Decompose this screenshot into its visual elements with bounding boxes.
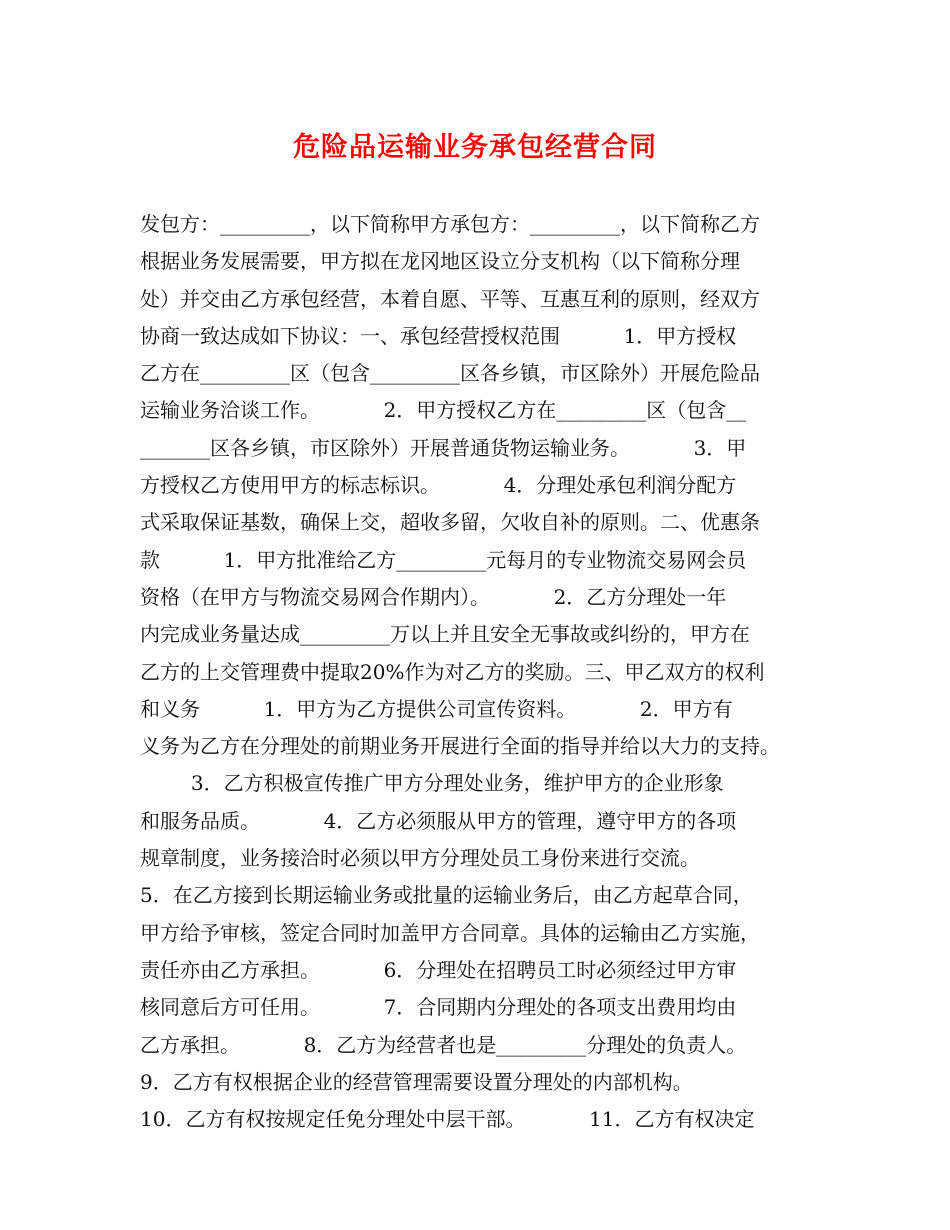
body-line: 和义务 1．甲方为乙方提供公司宣传资料。 2．甲方有 <box>140 696 733 721</box>
body-line: 10．乙方有权按规定任免分理处中层干部。 11．乙方有权决定 <box>140 1107 755 1132</box>
body-line: 根据业务发展需要，甲方拟在龙冈地区设立分支机构（以下简称分理 <box>140 249 740 274</box>
body-line: _______区各乡镇，市区除外）开展普通货物运输业务。 3．甲 <box>140 435 747 460</box>
body-line: 运输业务洽谈工作。 2．甲方授权乙方在_________区（包含__ <box>140 398 747 423</box>
body-line: 甲方给予审核，签定合同时加盖甲方合同章。具体的运输由乙方实施， <box>140 920 760 945</box>
body-line: 款 1．甲方批准给乙方_________元每月的专业物流交易网会员 <box>140 547 747 572</box>
body-line: 义务为乙方在分理处的前期业务开展进行全面的指导并给以大力的支持。 <box>140 734 780 759</box>
body-line: 乙方的上交管理费中提取20%作为对乙方的奖励。三、甲乙双方的权利 <box>140 659 765 684</box>
body-line: 3．乙方积极宣传推广甲方分理处业务，维护甲方的企业形象 <box>140 771 724 796</box>
body-line: 和服务品质。 4．乙方必须服从甲方的管理，遵守甲方的各项 <box>140 808 737 833</box>
body-line: 核同意后方可任用。 7．合同期内分理处的各项支出费用均由 <box>140 995 737 1020</box>
body-line: 式采取保证基数，确保上交，超收多留，欠收自补的原则。二、优惠条 <box>140 510 760 535</box>
body-line: 协商一致达成如下协议：一、承包经营授权范围 1．甲方授权 <box>140 323 737 348</box>
body-line: 发包方：_________，以下简称甲方承包方：_________，以下简称乙方 <box>140 212 760 236</box>
body-line: 资格（在甲方与物流交易网合作期内）。 2．乙方分理处一年 <box>140 584 727 609</box>
body-line: 规章制度，业务接洽时必须以甲方分理处员工身份来进行交流。 <box>140 846 700 871</box>
document-body <box>140 206 830 1138</box>
body-line: 9．乙方有权根据企业的经营管理需要设置分理处的内部机构。 <box>140 1069 693 1094</box>
body-line: 方授权乙方使用甲方的标志标识。 4．分理处承包利润分配方 <box>140 473 737 498</box>
body-line: 5．在乙方接到长期运输业务或批量的运输业务后，由乙方起草合同， <box>140 883 753 908</box>
body-line: 责任亦由乙方承担。 6．分理处在招聘员工时必须经过甲方审 <box>140 957 737 982</box>
body-line: 处）并交由乙方承包经营，本着自愿、平等、互惠互利的原则，经双方 <box>140 286 760 311</box>
body-line: 乙方承担。 8．乙方为经营者也是_________分理处的负责人。 <box>140 1032 747 1057</box>
body-line: 乙方在_________区（包含_________区各乡镇，市区除外）开展危险品 <box>140 361 760 386</box>
document-title: 危险品运输业务承包经营合同 <box>293 132 657 163</box>
body-line: 内完成业务量达成_________万以上并且安全无事故或纠纷的，甲方在 <box>140 622 750 647</box>
